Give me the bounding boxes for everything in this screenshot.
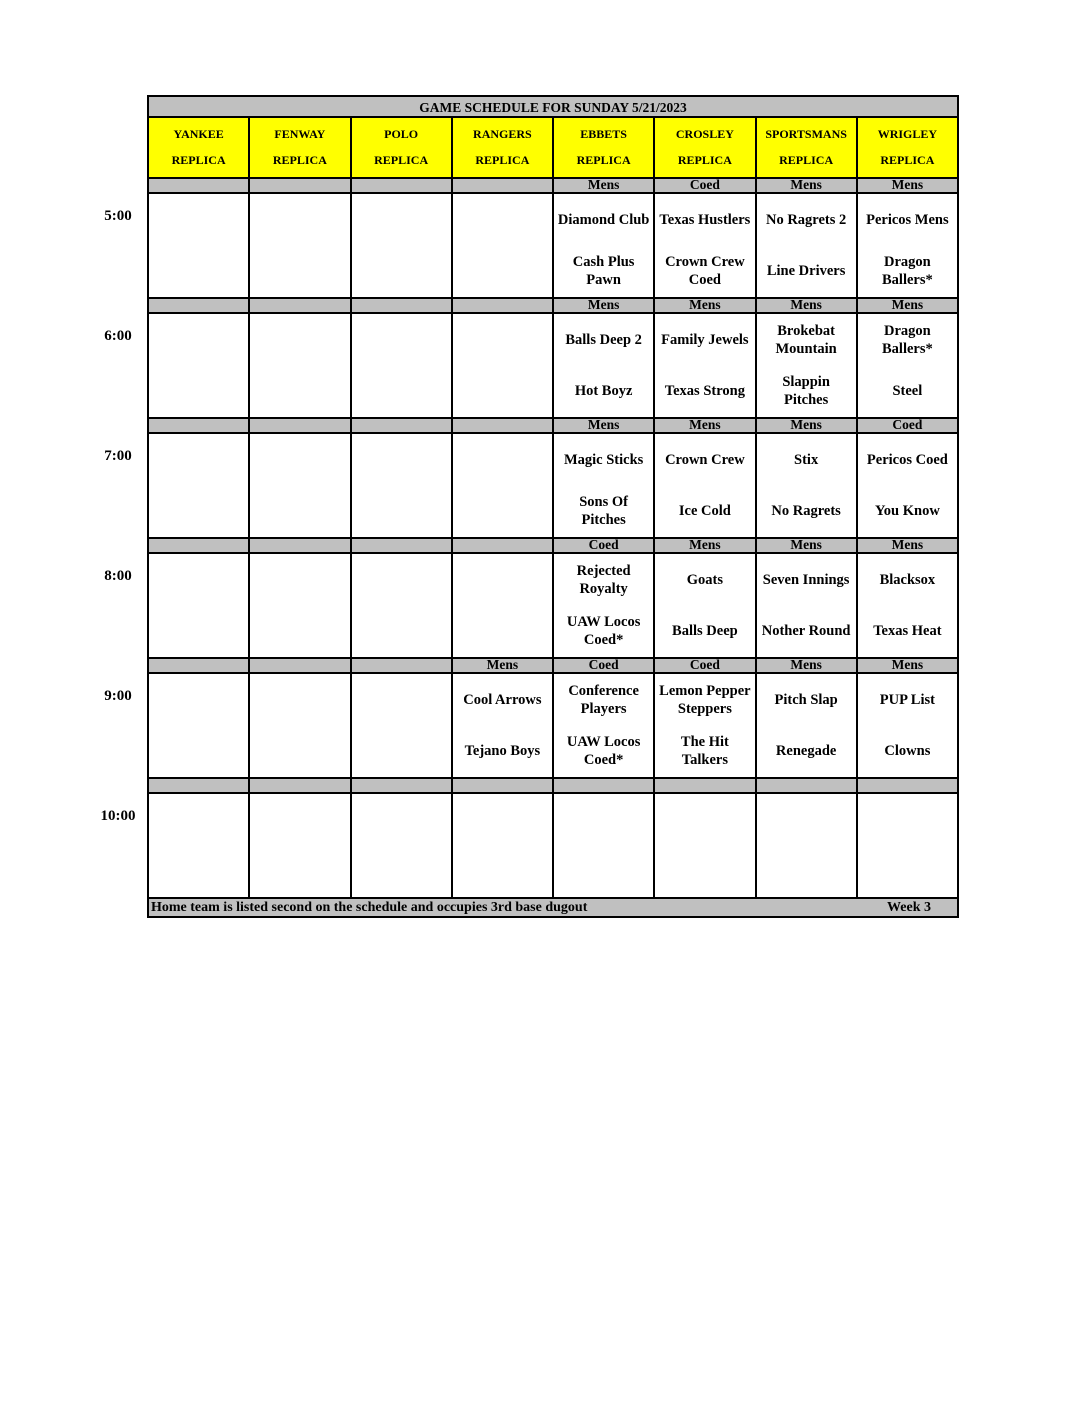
division-label bbox=[149, 177, 250, 192]
away-team: No Ragrets 2 bbox=[765, 211, 847, 228]
division-label: Mens bbox=[757, 297, 858, 312]
home-team bbox=[352, 726, 451, 778]
home-team: Clowns bbox=[884, 743, 931, 760]
home-team bbox=[352, 486, 451, 538]
away-team bbox=[149, 434, 248, 486]
game-cell bbox=[149, 672, 250, 777]
away-team bbox=[149, 314, 248, 366]
game-cell bbox=[554, 552, 655, 657]
home-team bbox=[453, 606, 552, 658]
field-name: POLO bbox=[384, 127, 419, 142]
away-team bbox=[453, 314, 552, 366]
away-team: Family Jewels bbox=[661, 331, 749, 348]
division-label bbox=[554, 777, 655, 792]
game-cell bbox=[250, 672, 351, 777]
field-header-fenway bbox=[250, 116, 351, 177]
field-subtitle: REPLICA bbox=[677, 152, 732, 167]
division-label: Coed bbox=[554, 537, 655, 552]
game-cell bbox=[655, 192, 756, 297]
away-team: Magic Sticks bbox=[563, 451, 644, 468]
game-cell bbox=[655, 792, 756, 897]
division-label: Mens bbox=[858, 657, 959, 672]
home-team bbox=[554, 846, 653, 898]
home-team bbox=[250, 486, 349, 538]
field-name: CROSLEY bbox=[675, 127, 734, 142]
home-team: No Ragrets bbox=[771, 503, 841, 520]
field-header-crosley bbox=[655, 116, 756, 177]
footer-note: Home team is listed second on the schedule and occupies 3rd base dugout bbox=[151, 900, 588, 915]
away-team bbox=[149, 194, 248, 246]
division-label bbox=[453, 177, 554, 192]
division-label: Mens bbox=[858, 297, 959, 312]
home-team bbox=[250, 366, 349, 418]
division-label bbox=[149, 417, 250, 432]
home-team bbox=[149, 726, 248, 778]
home-team bbox=[757, 846, 856, 898]
division-row bbox=[147, 417, 959, 432]
game-cell bbox=[453, 312, 554, 417]
away-team bbox=[858, 794, 957, 846]
home-team: Texas Strong bbox=[664, 383, 745, 400]
game-cell bbox=[858, 312, 959, 417]
week-label: Week 3 bbox=[887, 900, 931, 915]
home-team: Renegade bbox=[775, 743, 837, 760]
away-team: Goats bbox=[686, 571, 723, 588]
home-team: Sons Of Pitches bbox=[579, 494, 628, 529]
away-team: Cool Arrows bbox=[463, 691, 542, 708]
time-label: 6:00 bbox=[104, 328, 132, 344]
game-cell bbox=[554, 792, 655, 897]
away-team bbox=[250, 314, 349, 366]
division-label bbox=[250, 177, 351, 192]
game-cell bbox=[352, 432, 453, 537]
division-label bbox=[453, 417, 554, 432]
home-team: Dragon Ballers* bbox=[882, 254, 933, 289]
away-team: Dragon Ballers* bbox=[882, 322, 933, 357]
away-team bbox=[250, 554, 349, 606]
game-cell bbox=[858, 672, 959, 777]
game-cell bbox=[757, 192, 858, 297]
game-cell bbox=[655, 672, 756, 777]
division-label: Mens bbox=[655, 297, 756, 312]
home-team: Slappin Pitches bbox=[782, 374, 830, 409]
away-team bbox=[352, 194, 451, 246]
away-team bbox=[250, 674, 349, 726]
division-label: Mens bbox=[858, 537, 959, 552]
division-row bbox=[147, 297, 959, 312]
division-label: Mens bbox=[655, 417, 756, 432]
field-name: YANKEE bbox=[173, 127, 224, 142]
home-team: You Know bbox=[874, 503, 940, 520]
game-cell bbox=[453, 552, 554, 657]
division-label bbox=[352, 777, 453, 792]
home-team bbox=[453, 366, 552, 418]
home-team bbox=[858, 846, 957, 898]
field-name: EBBETS bbox=[580, 127, 627, 142]
division-label: Mens bbox=[858, 177, 959, 192]
game-cell bbox=[655, 432, 756, 537]
game-cell bbox=[250, 552, 351, 657]
game-cell bbox=[352, 192, 453, 297]
division-label: Mens bbox=[554, 417, 655, 432]
division-label: Coed bbox=[655, 177, 756, 192]
game-cell bbox=[352, 792, 453, 897]
home-team: Ice Cold bbox=[678, 503, 731, 520]
division-label bbox=[352, 177, 453, 192]
away-team: PUP List bbox=[879, 691, 935, 708]
game-cell bbox=[757, 432, 858, 537]
division-label bbox=[655, 777, 756, 792]
division-label: Coed bbox=[858, 417, 959, 432]
home-team: Balls Deep bbox=[672, 623, 738, 640]
game-cell bbox=[352, 672, 453, 777]
division-label bbox=[352, 537, 453, 552]
home-team: UAW Locos Coed* bbox=[566, 734, 641, 769]
schedule-title: GAME SCHEDULE FOR SUNDAY 5/21/2023 bbox=[147, 95, 959, 116]
home-team: Nother Round bbox=[761, 623, 851, 640]
field-subtitle: REPLICA bbox=[475, 152, 530, 167]
game-cell bbox=[149, 192, 250, 297]
game-cell bbox=[858, 192, 959, 297]
game-row bbox=[147, 672, 959, 777]
game-cell bbox=[757, 312, 858, 417]
division-label bbox=[352, 297, 453, 312]
game-cell bbox=[554, 672, 655, 777]
home-team: Line Drivers bbox=[766, 263, 846, 280]
away-team bbox=[453, 434, 552, 486]
division-label bbox=[149, 777, 250, 792]
time-label: 5:00 bbox=[104, 208, 132, 224]
away-team bbox=[352, 434, 451, 486]
away-team: Stix bbox=[794, 451, 819, 468]
time-label: 7:00 bbox=[104, 448, 132, 464]
division-row bbox=[147, 657, 959, 672]
home-team bbox=[149, 366, 248, 418]
away-team: Crown Crew bbox=[665, 451, 745, 468]
home-team: Crown Crew Coed bbox=[665, 254, 745, 289]
division-label bbox=[858, 777, 959, 792]
home-team: Hot Boyz bbox=[574, 383, 633, 400]
home-team bbox=[250, 726, 349, 778]
game-cell bbox=[554, 432, 655, 537]
away-team: Seven Innings bbox=[762, 571, 850, 588]
home-team bbox=[250, 606, 349, 658]
time-label: 9:00 bbox=[104, 688, 132, 704]
home-team: Tejano Boys bbox=[464, 743, 541, 760]
field-header-wrigley bbox=[858, 116, 959, 177]
away-team: Conference Players bbox=[568, 682, 639, 717]
away-team: Blacksox bbox=[879, 571, 936, 588]
game-row bbox=[147, 552, 959, 657]
division-label: Mens bbox=[757, 417, 858, 432]
field-header-sportsmans bbox=[757, 116, 858, 177]
time-label: 10:00 bbox=[100, 808, 136, 824]
home-team bbox=[453, 246, 552, 298]
game-cell bbox=[554, 312, 655, 417]
field-header-rangers bbox=[453, 116, 554, 177]
game-cell bbox=[149, 552, 250, 657]
home-team bbox=[250, 846, 349, 898]
division-row bbox=[147, 177, 959, 192]
away-team: Texas Hustlers bbox=[659, 211, 751, 228]
away-team: Brokebat Mountain bbox=[775, 322, 837, 357]
home-team bbox=[149, 486, 248, 538]
home-team bbox=[149, 846, 248, 898]
division-row bbox=[147, 777, 959, 792]
home-team bbox=[250, 246, 349, 298]
home-team: Texas Heat bbox=[873, 623, 942, 640]
footer-bar bbox=[147, 897, 959, 918]
field-subtitle: REPLICA bbox=[576, 152, 631, 167]
division-label bbox=[453, 297, 554, 312]
game-cell bbox=[149, 432, 250, 537]
away-team bbox=[250, 194, 349, 246]
away-team bbox=[453, 794, 552, 846]
game-cell bbox=[655, 552, 756, 657]
division-label: Mens bbox=[554, 297, 655, 312]
away-team: Diamond Club bbox=[557, 211, 650, 228]
division-label bbox=[757, 777, 858, 792]
away-team bbox=[149, 794, 248, 846]
game-cell bbox=[757, 792, 858, 897]
game-cell bbox=[453, 792, 554, 897]
field-subtitle: REPLICA bbox=[272, 152, 327, 167]
away-team: Pericos Mens bbox=[866, 211, 949, 228]
game-cell bbox=[250, 432, 351, 537]
division-label bbox=[149, 657, 250, 672]
field-header-polo bbox=[352, 116, 453, 177]
home-team: The Hit Talkers bbox=[680, 734, 729, 769]
division-label: Mens bbox=[757, 657, 858, 672]
away-team: Pitch Slap bbox=[774, 691, 838, 708]
game-cell bbox=[453, 192, 554, 297]
field-subtitle: REPLICA bbox=[880, 152, 935, 167]
game-cell bbox=[250, 312, 351, 417]
division-label bbox=[352, 657, 453, 672]
division-label: Mens bbox=[655, 537, 756, 552]
time-label: 8:00 bbox=[104, 568, 132, 584]
game-cell bbox=[352, 312, 453, 417]
home-team bbox=[149, 246, 248, 298]
division-label: Mens bbox=[453, 657, 554, 672]
field-name: WRIGLEY bbox=[877, 127, 938, 142]
division-label: Mens bbox=[757, 177, 858, 192]
away-team bbox=[655, 794, 754, 846]
field-subtitle: REPLICA bbox=[171, 152, 226, 167]
away-team bbox=[149, 554, 248, 606]
away-team bbox=[554, 794, 653, 846]
home-team: Steel bbox=[892, 383, 923, 400]
away-team bbox=[149, 674, 248, 726]
home-team: UAW Locos Coed* bbox=[566, 614, 641, 649]
game-cell bbox=[655, 312, 756, 417]
away-team bbox=[250, 434, 349, 486]
away-team bbox=[352, 554, 451, 606]
division-label bbox=[149, 297, 250, 312]
division-row bbox=[147, 537, 959, 552]
division-label bbox=[250, 537, 351, 552]
field-name: FENWAY bbox=[274, 127, 326, 142]
away-team: Balls Deep 2 bbox=[565, 331, 642, 348]
game-row bbox=[147, 432, 959, 537]
field-subtitle: REPLICA bbox=[779, 152, 834, 167]
home-team bbox=[352, 606, 451, 658]
game-cell bbox=[149, 792, 250, 897]
division-label: Mens bbox=[554, 177, 655, 192]
field-header-yankee bbox=[149, 116, 250, 177]
away-team bbox=[352, 674, 451, 726]
game-cell bbox=[757, 672, 858, 777]
division-label: Coed bbox=[655, 657, 756, 672]
division-label bbox=[453, 537, 554, 552]
away-team bbox=[352, 794, 451, 846]
game-cell bbox=[858, 792, 959, 897]
home-team: Cash Plus Pawn bbox=[572, 254, 635, 289]
away-team: Lemon Pepper Steppers bbox=[659, 682, 751, 717]
home-team bbox=[453, 486, 552, 538]
home-team bbox=[352, 246, 451, 298]
division-label bbox=[149, 537, 250, 552]
home-team bbox=[352, 366, 451, 418]
game-cell bbox=[352, 552, 453, 657]
division-label bbox=[453, 777, 554, 792]
game-cell bbox=[250, 192, 351, 297]
game-row bbox=[147, 792, 959, 897]
game-cell bbox=[453, 672, 554, 777]
away-team: Rejected Royalty bbox=[576, 562, 631, 597]
division-label: Coed bbox=[554, 657, 655, 672]
home-team bbox=[352, 846, 451, 898]
game-row bbox=[147, 192, 959, 297]
field-name: RANGERS bbox=[473, 127, 532, 142]
away-team: Pericos Coed bbox=[866, 451, 948, 468]
game-row bbox=[147, 312, 959, 417]
division-label bbox=[250, 417, 351, 432]
home-team bbox=[149, 606, 248, 658]
away-team bbox=[453, 194, 552, 246]
game-cell bbox=[757, 552, 858, 657]
game-cell bbox=[554, 192, 655, 297]
away-team bbox=[453, 554, 552, 606]
division-label bbox=[250, 297, 351, 312]
game-cell bbox=[858, 432, 959, 537]
field-header-row bbox=[147, 116, 959, 177]
time-slots bbox=[147, 177, 959, 897]
division-label bbox=[250, 657, 351, 672]
division-label: Mens bbox=[757, 537, 858, 552]
field-header-ebbets bbox=[554, 116, 655, 177]
game-cell bbox=[453, 432, 554, 537]
away-team bbox=[352, 314, 451, 366]
field-subtitle: REPLICA bbox=[374, 152, 429, 167]
home-team bbox=[453, 846, 552, 898]
game-cell bbox=[149, 312, 250, 417]
division-label bbox=[352, 417, 453, 432]
division-label bbox=[250, 777, 351, 792]
game-cell bbox=[858, 552, 959, 657]
away-team bbox=[757, 794, 856, 846]
game-cell bbox=[250, 792, 351, 897]
away-team bbox=[250, 794, 349, 846]
field-name: SPORTSMANS bbox=[765, 127, 847, 142]
home-team bbox=[655, 846, 754, 898]
schedule-table bbox=[147, 95, 959, 918]
